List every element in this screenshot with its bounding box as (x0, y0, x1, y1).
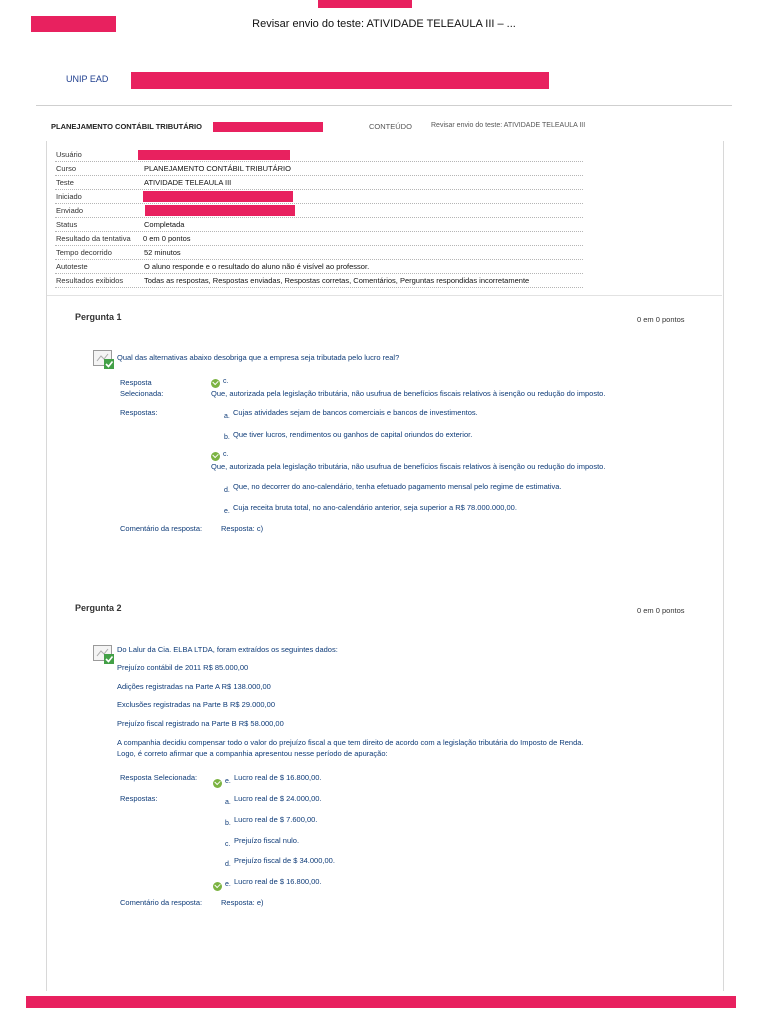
info-label: Resultados exibidos (56, 276, 124, 285)
info-label: Tempo decorrido (56, 248, 112, 257)
selected-answer-text: Que, autorizada pela legislação tributária, não usufrua de benefícios fiscais relativos à isenção ou redução do imposto. (211, 389, 606, 398)
answers-label: Respostas: (120, 794, 158, 803)
info-label: Autoteste (56, 262, 88, 271)
question-2-paragraph: Logo, é correto afirmar que a companhia apresentou nesse período de apuração: (117, 749, 388, 758)
section-divider (47, 295, 722, 296)
question-correct-icon (93, 350, 115, 370)
info-value: Todas as respostas, Respostas enviadas, Respostas corretas, Comentários, Perguntas respondidas incorretamente (144, 276, 530, 285)
redaction-bar (213, 122, 323, 132)
answer-text: Cujas atividades sejam de bancos comerciais e bancos de investimentos. (233, 408, 478, 417)
info-label: Curso (56, 164, 77, 173)
answer-text: Prejuízo fiscal de $ 34.000,00. (234, 856, 335, 865)
answer-text: Prejuízo fiscal nulo. (234, 836, 300, 845)
redaction-bar (26, 996, 736, 1008)
info-row-autoteste (55, 260, 583, 274)
redaction-bar (143, 191, 293, 202)
answer-letter: e. (225, 881, 231, 888)
check-icon (213, 779, 222, 788)
question-2-data-line: Prejuízo fiscal registrado na Parte B R$ 58.000,00 (117, 719, 284, 728)
breadcrumb-current: Revisar envio do teste: ATIVIDADE TELEAULA III (431, 122, 586, 129)
selected-answer-label: Resposta Selecionada: (120, 773, 198, 782)
question-2-data-line: Exclusões registradas na Parte B R$ 29.000,00 (117, 700, 276, 709)
info-row-resultados-exibidos (55, 274, 583, 288)
header-divider (36, 105, 732, 106)
info-label: Iniciado (56, 192, 82, 201)
info-label: Usuário (56, 150, 82, 159)
page-title: Revisar envio do teste: ATIVIDADE TELEAULA III – ... (252, 18, 516, 30)
info-label: Status (56, 220, 78, 229)
redaction-bar (138, 150, 290, 160)
question-correct-icon (93, 645, 115, 665)
redaction-bar (145, 205, 295, 216)
answer-text: Que tiver lucros, rendimentos ou ganhos de capital oriundos do exterior. (233, 430, 473, 439)
info-label: Enviado (56, 206, 84, 215)
info-row-iniciado (55, 190, 583, 204)
answer-text: Lucro real de $ 16.800,00. (234, 877, 322, 886)
comment-label: Comentário da resposta: (120, 898, 203, 907)
answer-letter: c. (225, 841, 231, 848)
check-icon (213, 882, 222, 891)
comment-text: Resposta: e) (221, 898, 264, 907)
question-2-data-line: Prejuízo contábil de 2011 R$ 85.000,00 (117, 663, 249, 672)
question-2-points: 0 em 0 pontos (637, 606, 685, 615)
info-row-curso (55, 162, 583, 176)
redaction-bar (131, 72, 549, 89)
answer-text: Cuja receita bruta total, no ano-calendário anterior, seja superior a R$ 78.000.000,00. (233, 503, 517, 512)
info-value: 0 em 0 pontos (143, 234, 191, 243)
answer-text: Lucro real de $ 7.600,00. (234, 815, 318, 824)
selected-answer-label: Selecionada: (120, 389, 164, 398)
answer-letter: c. (223, 451, 229, 458)
info-row-teste (55, 176, 583, 190)
redaction-bar (318, 0, 412, 8)
answer-letter: d. (225, 861, 231, 868)
check-icon (211, 452, 220, 461)
selected-answer-letter: e. (225, 778, 231, 785)
info-row-usuario (55, 148, 583, 162)
info-value: O aluno responde e o resultado do aluno não é visível ao professor. (144, 262, 370, 271)
question-2-data-line: Adições registradas na Parte A R$ 138.000,00 (117, 682, 271, 691)
info-label: Resultado da tentativa (56, 234, 131, 243)
info-row-enviado (55, 204, 583, 218)
brand-link[interactable]: UNIP EAD (66, 74, 109, 84)
info-value: PLANEJAMENTO CONTÁBIL TRIBUTÁRIO (144, 164, 291, 173)
answer-letter: b. (225, 820, 231, 827)
check-icon (211, 379, 220, 388)
answer-letter: e. (224, 508, 230, 515)
answer-letter: d. (224, 487, 230, 494)
selected-answer-label: Resposta (120, 378, 152, 387)
comment-text: Resposta: c) (221, 524, 264, 533)
breadcrumb-content[interactable]: CONTEÚDO (369, 122, 412, 131)
info-value: ATIVIDADE TELEAULA III (144, 178, 232, 187)
info-value: 52 minutos (144, 248, 181, 257)
answer-text: Que, no decorrer do ano-calendário, tenha efetuado pagamento mensal pelo regime de estimativa. (233, 482, 562, 491)
question-2-paragraph: A companhia decidiu compensar todo o valor do prejuízo fiscal a que tem direito de acordo com a legislação tributária do Imposto de Renda. (117, 738, 584, 747)
info-row-tempo (55, 246, 583, 260)
answer-text: Lucro real de $ 24.000,00. (234, 794, 322, 803)
info-value: Completada (144, 220, 185, 229)
comment-label: Comentário da resposta: (120, 524, 203, 533)
answers-label: Respostas: (120, 408, 158, 417)
info-row-resultado (55, 232, 583, 246)
selected-answer-letter: c. (223, 378, 229, 385)
info-label: Teste (56, 178, 74, 187)
question-2-intro: Do Lalur da Cia. ELBA LTDA, foram extraídos os seguintes dados: (117, 645, 338, 654)
question-2-title: Pergunta 2 (75, 603, 122, 613)
question-1-text: Qual das alternativas abaixo desobriga que a empresa seja tributada pelo lucro real? (117, 353, 400, 362)
question-1-title: Pergunta 1 (75, 312, 122, 322)
answer-text: Que, autorizada pela legislação tributária, não usufrua de benefícios fiscais relativos à isenção ou redução do imposto. (211, 462, 606, 471)
answer-letter: b. (224, 434, 230, 441)
answer-letter: a. (224, 413, 230, 420)
breadcrumb-course[interactable]: PLANEJAMENTO CONTÁBIL TRIBUTÁRIO (51, 122, 202, 131)
selected-answer-text: Lucro real de $ 16.800,00. (234, 773, 322, 782)
question-1-points: 0 em 0 pontos (637, 315, 685, 324)
answer-letter: a. (225, 799, 231, 806)
info-row-status (55, 218, 583, 232)
